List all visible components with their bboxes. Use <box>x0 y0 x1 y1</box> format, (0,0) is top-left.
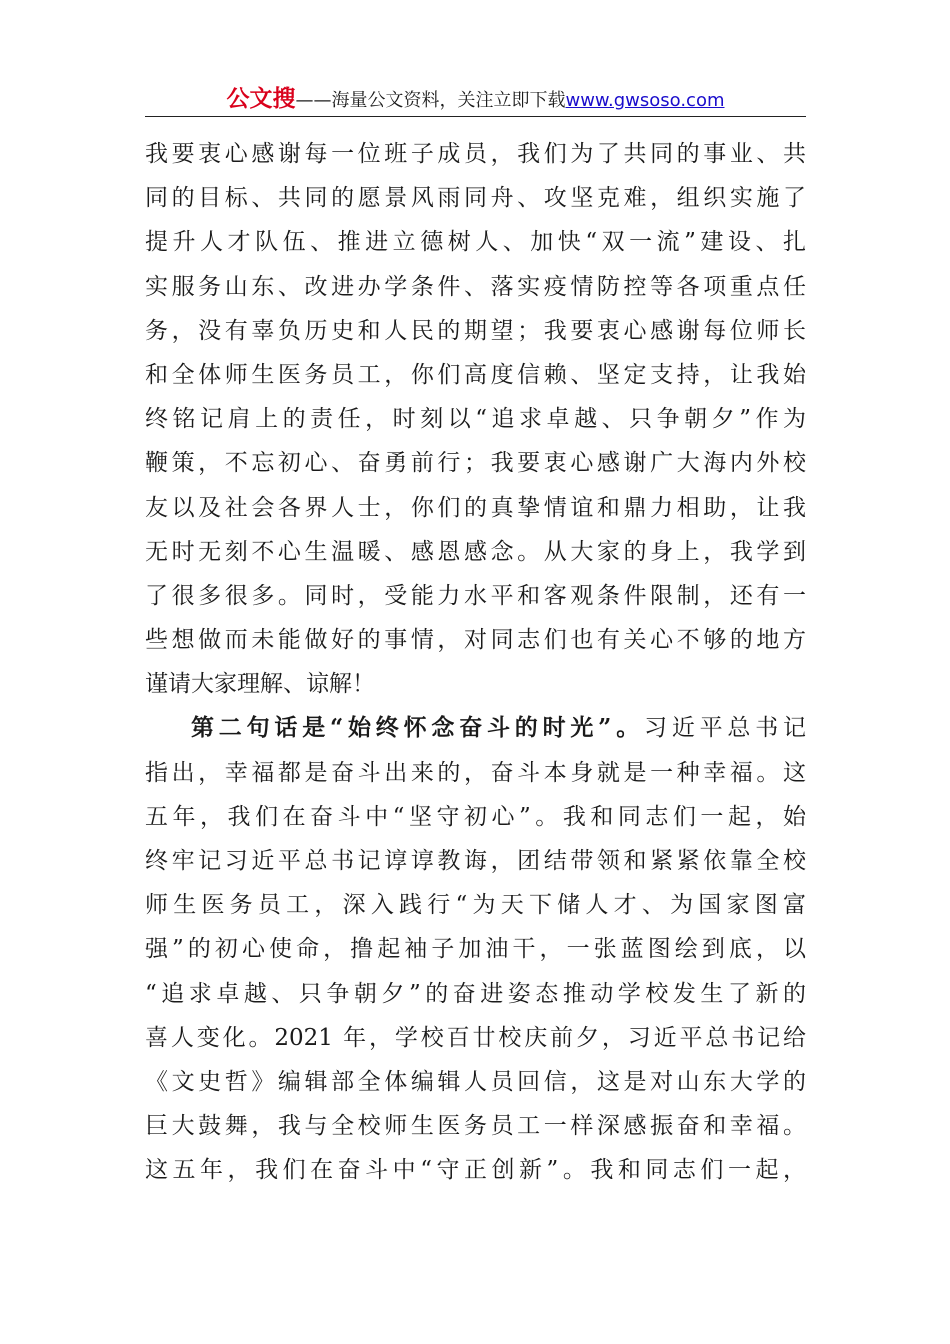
text-line: 和全体师生医务员工，你们高度信赖、坚定支持，让我始 <box>145 361 806 388</box>
text-line: 终铭记肩上的责任，时刻以“追求卓越、只争朝夕”作为 <box>145 406 806 433</box>
text-line: 友以及社会各界人士，你们的真挚情谊和鼎力相助，让我 <box>145 494 806 521</box>
header-tagline: ——海量公文资料，关注立即下载 <box>295 90 566 111</box>
text-line: 些想做而未能做好的事情，对同志们也有关心不够的地方 <box>145 627 806 654</box>
paragraph-heading: 第二句话是“始终怀念奋斗的时光”。 <box>191 714 645 742</box>
text-line: 巨大鼓舞，我与全校师生医务员工一样深感振奋和幸福。 <box>145 1113 806 1140</box>
text-line: 提升人才队伍、推进立德树人、加快“双一流”建设、扎 <box>145 229 806 256</box>
text-line: 我要衷心感谢每一位班子成员，我们为了共同的事业、共 <box>145 141 806 167</box>
website-link[interactable]: www.gwsoso.com <box>565 90 725 111</box>
text-line: 实服务山东、改进办学条件、落实疫情防控等各项重点任 <box>145 273 806 300</box>
text-line: 强”的初心使命，撸起袖子加油干，一张蓝图绘到底，以 <box>145 936 806 963</box>
paragraph-lead-text: 习近平总书记 <box>644 715 806 742</box>
text-line: 无时无刻不心生温暖、感恩感念。从大家的身上，我学到 <box>145 538 806 565</box>
text-line: 指出，幸福都是奋斗出来的，奋斗本身就是一种幸福。这 <box>145 759 806 786</box>
text-line: 师生医务员工，深入践行“为天下储人才、为国家图富 <box>145 892 806 919</box>
text-line: 终牢记习近平总书记谆谆教诲，团结带领和紧紧依靠全校 <box>145 848 806 874</box>
paragraph-first-line <box>145 706 806 750</box>
text-line: “追求卓越、只争朝夕”的奋进姿态推动学校发生了新的 <box>145 980 806 1007</box>
text-line: 谨请大家理解、谅解！ <box>145 671 375 698</box>
brand-name: 公文搜 <box>226 86 296 112</box>
text-line: 喜人变化。2021 年，学校百廿校庆前夕，习近平总书记给 <box>145 1024 806 1051</box>
text-line: 五年，我们在奋斗中“坚守初心”。我和同志们一起，始 <box>145 803 806 830</box>
text-line: 《文史哲》编辑部全体编辑人员回信，这是对山东大学的 <box>145 1068 806 1095</box>
text-line: 务，没有辜负历史和人民的期望；我要衷心感谢每位师长 <box>145 317 806 344</box>
header-divider <box>145 116 806 117</box>
text-line: 了很多很多。同时，受能力水平和客观条件限制，还有一 <box>145 582 806 609</box>
text-line: 这五年，我们在奋斗中“守正创新”。我和同志们一起， <box>145 1157 806 1184</box>
page-header <box>145 80 806 114</box>
text-line: 鞭策，不忘初心、奋勇前行；我要衷心感谢广大海内外校 <box>145 450 806 477</box>
document-body <box>145 132 806 1193</box>
text-line: 同的目标、共同的愿景风雨同舟、攻坚克难，组织实施了 <box>145 185 806 212</box>
